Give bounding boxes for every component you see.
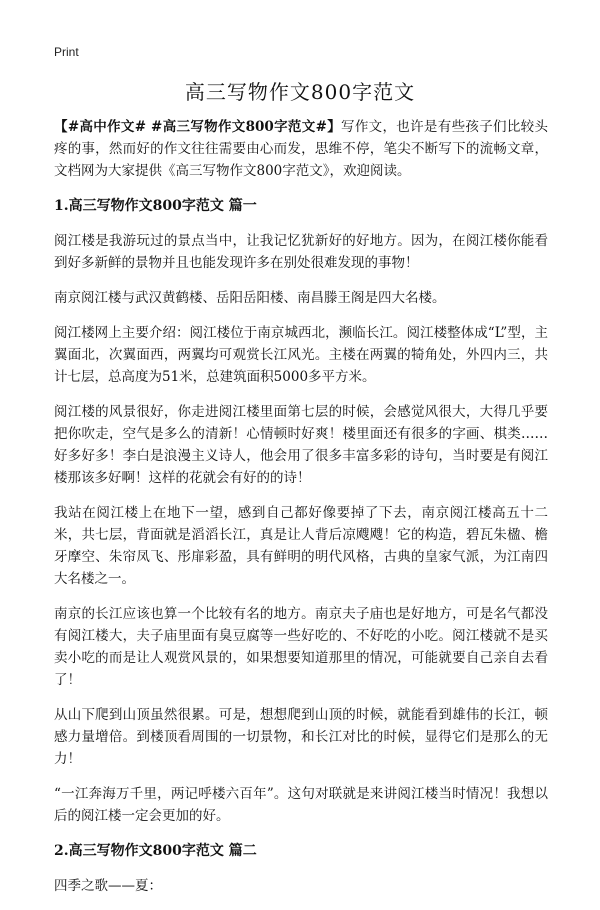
section-heading: 2.高三写物作文800字范文 篇二 (54, 843, 257, 859)
print-label: Print (54, 45, 79, 59)
paragraph: 阅江楼的风景很好，你走进阅江楼里面第七层的时候，会感觉风很大，大得几乎要把你吹走，空气是多么的清新！心情顿时好爽！楼里面还有很多的字画、棋类……好多好多！李白是浪漫主义诗人，他会用了很多丰富多彩的诗句，当时要是有阅江楼那该多好啊！这样的花就会有好的的诗！ (54, 404, 548, 486)
intro-paragraph (54, 116, 548, 182)
intro-tags: 【#高中作文# #高三写物作文800字范文#】 (54, 119, 342, 135)
paragraph: 南京阅江楼与武汉黄鹤楼、岳阳岳阳楼、南昌滕王阁是四大名楼。 (54, 290, 446, 306)
intro-text: 写作文，也许是有些孩子们比较头疼的事，然而好的作文往往需要由心而发，思维不停，笔尖不断写下的流畅文章，文档网为大家提供《高三写物作文800字范文》，欢迎阅读。 (54, 119, 548, 179)
paragraph: 阅江楼网上主要介绍：阅江楼位于南京城西北，濒临长江。阅江楼整体成“L”型，主翼面北，次翼面西，两翼均可观赏长江风光。主楼在两翼的犄角处，外四内三，共计七层，总高度为51米，总建筑面积5000多平方米。 (54, 325, 548, 385)
paragraph: 阅江楼是我游玩过的景点当中，让我记忆犹新好的好地方。因为，在阅江楼你能看到好多新鲜的景物并且也能发现许多在别处很难发现的事物！ (54, 233, 548, 271)
paragraph: “一江奔海万千里，两记呼楼六百年”。这句对联就是来讲阅江楼当时情况！我想以后的阅江楼一定会更加的好。 (54, 786, 548, 824)
page-title: 高三写物作文800字范文 (184, 80, 416, 104)
paragraph: 从山下爬到山顶虽然很累。可是，想想爬到山顶的时候，就能看到雄伟的长江，顿感力量增倍。到楼顶看周围的一切景物，和长江对比的时候，显得它们是那么的无力！ (54, 707, 548, 767)
paragraph: 南京的长江应该也算一个比较有名的地方。南京夫子庙也是好地方，可是名气都没有阅江楼大，夫子庙里面有臭豆腐等一些好吃的、不好吃的小吃。阅江楼就不是买卖小吃的而是让人观赏风景的，如果想要知道那里的情况，可能就要自己亲自去看了！ (54, 606, 548, 688)
article-body (54, 116, 548, 910)
section-heading: 1.高三写物作文800字范文 篇一 (54, 198, 257, 214)
paragraph: 我站在阅江楼上在地下一望，感到自己都好像要掉了下去，南京阅江楼高五十二米，共七层，背面就是滔滔长江，真是让人背后凉飕飕！它的构造，碧瓦朱楹、檐牙摩空、朱帘凤飞、彤扉彩盈，具有鲜明的明代风格，古典的皇家气派，为江南四大名楼之一。 (54, 505, 548, 587)
paragraph: 四季之歌——夏： (54, 878, 162, 894)
